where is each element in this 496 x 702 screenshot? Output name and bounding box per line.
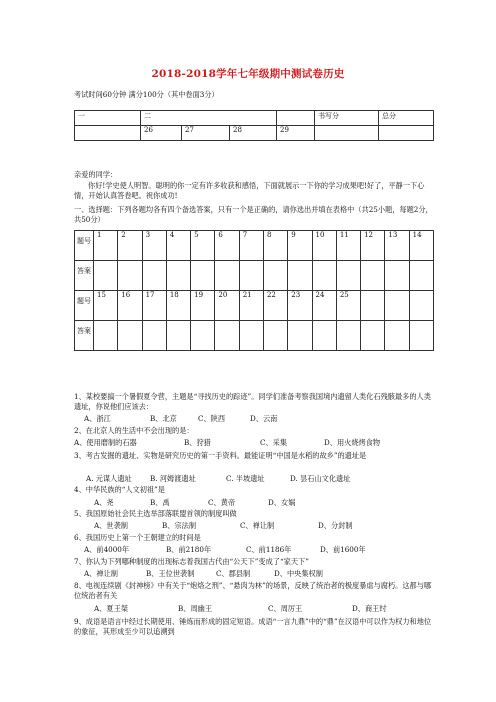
question-number: 12	[361, 231, 385, 261]
answer-cell[interactable]	[215, 261, 239, 291]
q5-option-a: A、世袭制	[94, 521, 128, 530]
exam-info: 考试时间60分钟 满分100分（其中卷面3分）	[74, 90, 219, 99]
answer-cell[interactable]	[288, 321, 312, 351]
question-number: 16	[118, 291, 142, 321]
q8-option-c: C、周厉王	[268, 604, 303, 613]
question-number: 9	[288, 231, 312, 261]
q3-option-c: C. 半坡遗址	[226, 474, 265, 483]
q8-option-b: B、周幽王	[178, 604, 213, 613]
question-number: 13	[385, 231, 409, 261]
answer-label: 答案	[75, 261, 94, 291]
q4-option-b: B、禹	[150, 498, 170, 507]
answer-cell[interactable]	[94, 321, 118, 351]
score-row-1	[75, 111, 434, 126]
q1-option-b: B、北京	[150, 414, 177, 423]
answer-cell[interactable]	[312, 261, 336, 291]
answer-cell[interactable]	[142, 261, 166, 291]
question-4: 4、中华民族的“人文初祖”是	[74, 485, 165, 494]
question-number: 23	[288, 291, 312, 321]
q2-option-a: A、使用磨制的石器	[74, 438, 137, 447]
question-number: 5	[191, 231, 215, 261]
question-number: 7	[239, 231, 263, 261]
answer-cell[interactable]	[263, 321, 287, 351]
question-number: 21	[239, 291, 263, 321]
q7-option-c: C、郡县制	[216, 569, 251, 578]
score-cell: 28	[230, 126, 277, 141]
question-number: 11	[336, 231, 360, 261]
q4-option-d: D、女娲	[268, 498, 296, 507]
q1-option-d: D、云南	[250, 414, 278, 423]
q8-option-d: D、商王纣	[352, 604, 387, 613]
answer-cell[interactable]	[118, 321, 142, 351]
section-heading: 一、选择题：下列各题均各有四个备选答案，只有一个是正确的，请你选出并填在表格中（共25小题，每题2分，共50分）	[74, 205, 433, 224]
q4-option-c: C、黄帝	[208, 498, 236, 507]
answer-cell[interactable]	[239, 321, 263, 351]
answer-label: 答案	[75, 321, 94, 351]
question-number: 18	[166, 291, 190, 321]
answer-cell[interactable]	[336, 261, 360, 291]
q2-option-b: B、狩猎	[184, 438, 211, 447]
answer-cell[interactable]	[312, 321, 336, 351]
page-title: 2018-2018学年七年级期中测试卷历史	[151, 68, 345, 80]
score-cell: 27	[182, 126, 230, 141]
q8-option-a: A、夏王桀	[94, 604, 128, 613]
answer-cell[interactable]	[361, 321, 385, 351]
answer-cell[interactable]	[263, 261, 287, 291]
question-number-label: 题号	[75, 231, 94, 261]
question-8: 8、电视连续剧《封神榜》中有关于“炮烙之刑”、“悬肉为林”的场景，反映了统治者的极度暴虐与腐朽。这都与哪位统治者有关	[74, 581, 432, 600]
q5-option-c: C、禅让制	[240, 521, 275, 530]
intro-text: 你好!学史使人明智。聪明的你一定有许多收获和感悟，下面就展示一下你的学习成果吧!好了，平静一下心情，开始认真答卷吧。祝你成功!	[74, 181, 425, 200]
question-7: 7、你认为下列哪种制度的出现标志着我国古代由“公天下”变成了“家天下”	[74, 557, 309, 566]
question-number: 2	[118, 231, 142, 261]
question-5: 5、我国原始社会民主选举部落联盟首领的制度叫做	[74, 509, 237, 518]
answer-cell[interactable]	[94, 261, 118, 291]
score-cell	[277, 111, 315, 126]
q1-option-c: C、陕西	[198, 414, 226, 423]
score-cell	[75, 126, 141, 141]
question-1: 1、某校要搞一个暑假夏令营，主题是“寻找历史的踪迹”。同学们准备考察我国境内遗留人类化石残骸最多的人类遗址，你说他们应该去：	[74, 392, 431, 411]
answer-cell[interactable]	[191, 261, 215, 291]
question-number: 1	[94, 231, 118, 261]
question-number	[385, 291, 409, 321]
score-cell: 29	[277, 126, 315, 141]
answer-cell[interactable]	[191, 321, 215, 351]
q4-option-a: A、尧	[94, 498, 114, 507]
question-number	[361, 291, 385, 321]
question-number: 17	[142, 291, 166, 321]
answer-cell[interactable]	[215, 321, 239, 351]
q6-option-b: B、前2180年	[166, 545, 212, 554]
score-row-2	[75, 126, 434, 141]
score-cell: 26	[141, 126, 182, 141]
q6-option-a: A、前4000年	[84, 545, 130, 554]
question-number: 6	[215, 231, 239, 261]
score-cell: 二	[141, 111, 277, 126]
answer-cell[interactable]	[409, 261, 433, 291]
question-number	[409, 291, 433, 321]
answer-table	[74, 230, 434, 351]
greeting: 亲爱的同学：	[74, 170, 118, 179]
q3-option-a: A. 元谋人遗址	[86, 474, 132, 483]
question-number: 22	[263, 291, 287, 321]
answer-cell[interactable]	[385, 321, 409, 351]
q7-option-d: D、中央集权制	[274, 569, 323, 578]
answer-cell[interactable]	[118, 261, 142, 291]
score-table	[74, 110, 434, 141]
score-cell	[315, 126, 379, 141]
answer-row-blank-1	[75, 261, 434, 291]
q5-option-d: D、分封制	[318, 521, 353, 530]
question-3: 3、考古发掘的遗址、实物是研究历史的第一手资料。最能证明“中国是水稻的故乡”的遗址是	[74, 451, 367, 460]
question-number: 14	[409, 231, 433, 261]
q5-option-b: B、宗法制	[162, 521, 197, 530]
q6-option-c: C、前1186年	[246, 545, 292, 554]
question-6: 6、我国历史上第一个王朝建立的时间是	[74, 533, 201, 542]
answer-cell[interactable]	[239, 261, 263, 291]
q1-option-a: A、浙江	[84, 414, 111, 423]
q2-option-c: C、采集	[260, 438, 288, 447]
answer-row-numbers-2	[75, 291, 434, 321]
question-number: 19	[191, 291, 215, 321]
question-number: 24	[312, 291, 336, 321]
question-number: 10	[312, 231, 336, 261]
q3-option-b: B. 河姆渡遗址	[150, 474, 196, 483]
question-number: 4	[166, 231, 190, 261]
question-number-label: 题号	[75, 291, 94, 321]
score-cell: 总分	[379, 111, 434, 126]
score-cell	[379, 126, 434, 141]
question-number: 15	[94, 291, 118, 321]
answer-cell[interactable]	[288, 261, 312, 291]
question-9: 9、成语是语言中经过长期使用、锤炼而形成的固定短语。成语“一言九鼎”中的“鼎”在汉语中可以作为权力和地位的象征，其形成至少可以追溯到	[74, 617, 432, 636]
question-number: 25	[336, 291, 360, 321]
score-cell: 书写分	[315, 111, 379, 126]
answer-cell[interactable]	[142, 321, 166, 351]
answer-cell[interactable]	[166, 321, 190, 351]
question-number: 20	[215, 291, 239, 321]
score-cell: 一	[75, 111, 141, 126]
question-number: 8	[263, 231, 287, 261]
q2-option-d: D、用火烧烤食物	[324, 438, 381, 447]
q6-option-d: D、前1600年	[320, 545, 366, 554]
question-2: 2、在北京人的生活中不会出现的是：	[74, 426, 194, 435]
question-number: 3	[142, 231, 166, 261]
q3-option-d: D. 昙石山文化遗址	[290, 474, 351, 483]
q7-option-a: A、禅让制	[84, 569, 118, 578]
answer-row-blank-2	[75, 321, 434, 351]
answer-cell[interactable]	[409, 321, 433, 351]
answer-cell[interactable]	[336, 321, 360, 351]
answer-cell[interactable]	[166, 261, 190, 291]
q7-option-b: B、王位世袭制	[146, 569, 195, 578]
answer-cell[interactable]	[361, 261, 385, 291]
answer-row-numbers-1	[75, 231, 434, 261]
answer-cell[interactable]	[385, 261, 409, 291]
